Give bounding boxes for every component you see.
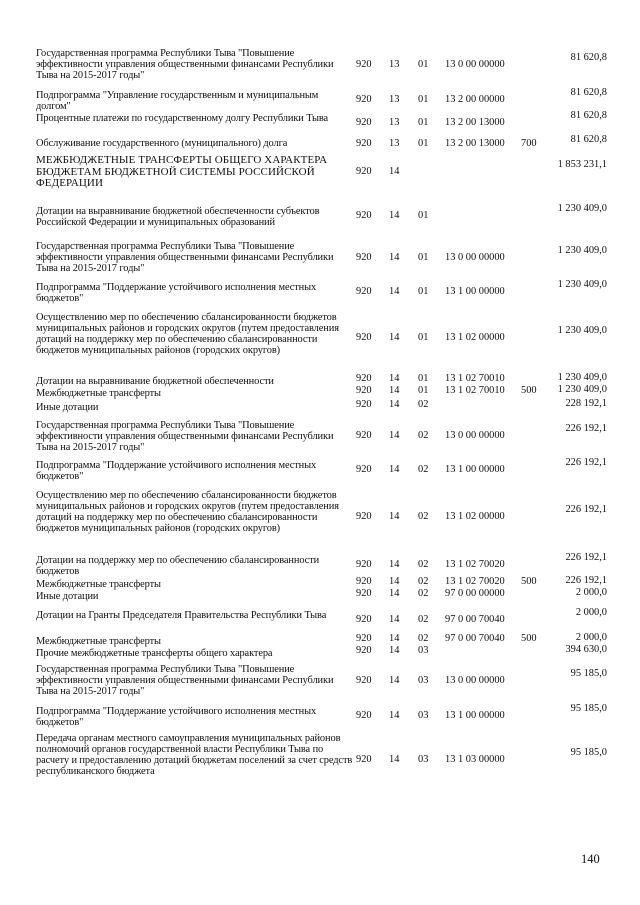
row-name: Государственная программа Республики Тыва "Повышение эффективности управления общественными финансами Республики Тыва на 2015-2017 годы" <box>36 664 334 697</box>
expense-type-code: 500 <box>521 576 537 587</box>
section-code: 14 <box>389 385 400 396</box>
admin-code: 920 <box>356 430 372 441</box>
amount: 226 192,1 <box>565 575 607 586</box>
admin-code: 920 <box>356 633 372 644</box>
row-name: Иные дотации <box>36 591 99 602</box>
target-article-code: 13 1 02 00000 <box>445 332 505 343</box>
section-code: 14 <box>389 559 400 570</box>
target-article-code: 13 0 00 00000 <box>445 675 505 686</box>
target-article-code: 13 1 00 00000 <box>445 464 505 475</box>
admin-code: 920 <box>356 675 372 686</box>
admin-code: 920 <box>356 59 372 70</box>
amount: 226 192,1 <box>565 457 607 468</box>
amount: 81 620,8 <box>570 134 607 145</box>
amount: 81 620,8 <box>570 52 607 63</box>
row-name: Обслуживание государственного (муниципального) долга <box>36 138 288 149</box>
target-article-code: 13 1 02 00000 <box>445 511 505 522</box>
target-article-code: 97 0 00 70040 <box>445 614 505 625</box>
amount: 95 185,0 <box>570 668 607 679</box>
section-code: 14 <box>389 511 400 522</box>
section-code: 14 <box>389 754 400 765</box>
row-name: Подпрограмма "Поддержание устойчивого исполнения местных бюджетов" <box>36 706 317 728</box>
row-name: Подпрограмма "Поддержание устойчивого исполнения местных бюджетов" <box>36 282 317 304</box>
section-code: 13 <box>389 94 400 105</box>
section-code: 14 <box>389 576 400 587</box>
row-name: Государственная программа Республики Тыва "Повышение эффективности управления общественными финансами Республики Тыва на 2015-2017 годы" <box>36 420 334 453</box>
section-code: 14 <box>389 332 400 343</box>
section-code: 14 <box>389 633 400 644</box>
subsection-code: 01 <box>418 94 429 105</box>
amount: 95 185,0 <box>570 747 607 758</box>
amount: 95 185,0 <box>570 703 607 714</box>
subsection-code: 02 <box>418 559 429 570</box>
target-article-code: 13 2 00 13000 <box>445 138 505 149</box>
subsection-code: 03 <box>418 710 429 721</box>
amount: 226 192,1 <box>565 423 607 434</box>
admin-code: 920 <box>356 166 372 177</box>
subsection-code: 02 <box>418 430 429 441</box>
amount: 2 000,0 <box>575 607 607 618</box>
section-code: 14 <box>389 210 400 221</box>
section-code: 14 <box>389 588 400 599</box>
row-name: Дотации на поддержку мер по обеспечению сбалансированности бюджетов <box>36 555 320 577</box>
subsection-code: 01 <box>418 210 429 221</box>
amount: 394 630,0 <box>565 644 607 655</box>
section-code: 14 <box>389 464 400 475</box>
target-article-code: 97 0 00 00000 <box>445 588 505 599</box>
subsection-code: 02 <box>418 633 429 644</box>
admin-code: 920 <box>356 252 372 263</box>
amount: 226 192,1 <box>565 504 607 515</box>
admin-code: 920 <box>356 138 372 149</box>
row-name: Государственная программа Республики Тыва "Повышение эффективности управления общественными финансами Республики Тыва на 2015-2017 годы" <box>36 48 334 81</box>
subsection-code: 01 <box>418 59 429 70</box>
section-code: 13 <box>389 138 400 149</box>
subsection-code: 03 <box>418 645 429 656</box>
admin-code: 920 <box>356 588 372 599</box>
admin-code: 920 <box>356 94 372 105</box>
admin-code: 920 <box>356 373 372 384</box>
amount: 2 000,0 <box>575 632 607 643</box>
subsection-code: 02 <box>418 614 429 625</box>
target-article-code: 13 2 00 13000 <box>445 117 505 128</box>
row-name: Осуществлению мер по обеспечению сбалансированности бюджетов муниципальных районов и городских округов (путем предоставления дотаций на поддержку мер по обеспечению сбалансированности бюджетов муниципальных районов (городских округов) <box>36 312 339 356</box>
section-code: 13 <box>389 59 400 70</box>
section-code: 14 <box>389 614 400 625</box>
amount: 226 192,1 <box>565 552 607 563</box>
admin-code: 920 <box>356 210 372 221</box>
admin-code: 920 <box>356 559 372 570</box>
subsection-code: 01 <box>418 373 429 384</box>
subsection-code: 01 <box>418 385 429 396</box>
subsection-code: 02 <box>418 399 429 410</box>
row-name: Государственная программа Республики Тыва "Повышение эффективности управления общественными финансами Республики Тыва на 2015-2017 годы" <box>36 241 334 274</box>
amount: 1 230 409,0 <box>557 325 607 336</box>
section-code: 14 <box>389 166 400 177</box>
subsection-code: 01 <box>418 332 429 343</box>
expense-type-code: 700 <box>521 138 537 149</box>
target-article-code: 13 1 02 70020 <box>445 559 505 570</box>
amount: 1 853 231,1 <box>557 159 607 170</box>
admin-code: 920 <box>356 754 372 765</box>
subsection-code: 03 <box>418 675 429 686</box>
admin-code: 920 <box>356 464 372 475</box>
section-code: 14 <box>389 252 400 263</box>
section-code: 14 <box>389 373 400 384</box>
admin-code: 920 <box>356 614 372 625</box>
amount: 1 230 409,0 <box>557 372 607 383</box>
target-article-code: 13 0 00 00000 <box>445 252 505 263</box>
admin-code: 920 <box>356 511 372 522</box>
target-article-code: 13 0 00 00000 <box>445 430 505 441</box>
subsection-code: 03 <box>418 754 429 765</box>
row-name: Дотации на выравнивание бюджетной обеспеченности субъектов Российской Федерации и муниципальных образований <box>36 206 320 228</box>
target-article-code: 13 1 00 00000 <box>445 286 505 297</box>
section-code: 14 <box>389 645 400 656</box>
row-name: Дотации на выравнивание бюджетной обеспеченности <box>36 376 274 387</box>
section-code: 13 <box>389 117 400 128</box>
target-article-code: 13 1 02 70010 <box>445 373 505 384</box>
section-code: 14 <box>389 710 400 721</box>
amount: 1 230 409,0 <box>557 279 607 290</box>
admin-code: 920 <box>356 399 372 410</box>
row-name: Дотации на Гранты Председателя Правительства Республики Тыва <box>36 610 327 621</box>
subsection-code: 02 <box>418 464 429 475</box>
expense-type-code: 500 <box>521 385 537 396</box>
section-code: 14 <box>389 286 400 297</box>
target-article-code: 13 0 00 00000 <box>445 59 505 70</box>
row-name: Подпрограмма "Управление государственным и муниципальным долгом" <box>36 90 319 112</box>
section-code: 14 <box>389 430 400 441</box>
target-article-code: 13 2 00 00000 <box>445 94 505 105</box>
subsection-code: 01 <box>418 138 429 149</box>
amount: 1 230 409,0 <box>557 203 607 214</box>
target-article-code: 13 1 00 00000 <box>445 710 505 721</box>
page-number: 140 <box>581 852 600 866</box>
amount: 2 000,0 <box>575 587 607 598</box>
admin-code: 920 <box>356 332 372 343</box>
admin-code: 920 <box>356 645 372 656</box>
target-article-code: 13 1 03 00000 <box>445 754 505 765</box>
row-name: Подпрограмма "Поддержание устойчивого исполнения местных бюджетов" <box>36 460 317 482</box>
admin-code: 920 <box>356 286 372 297</box>
row-name: Межбюджетные трансферты <box>36 579 161 590</box>
row-name: Процентные платежи по государственному долгу Республики Тыва <box>36 113 329 124</box>
row-name: Осуществлению мер по обеспечению сбалансированности бюджетов муниципальных районов и городских округов (путем предоставления дотаций на поддержку мер по обеспечению сбалансированности бюджетов муниципальных районов (городских округов) <box>36 490 339 534</box>
admin-code: 920 <box>356 117 372 128</box>
subsection-code: 02 <box>418 588 429 599</box>
row-name: Передача органам местного самоуправления муниципальных районов полномочий органов государственной власти Республики Тыва по расчету и предоставлению дотаций бюджетам поселений за счет средств республиканского бюджета <box>36 733 353 777</box>
admin-code: 920 <box>356 710 372 721</box>
amount: 228 192,1 <box>565 398 607 409</box>
amount: 1 230 409,0 <box>557 245 607 256</box>
row-name: Межбюджетные трансферты <box>36 388 161 399</box>
subsection-code: 01 <box>418 252 429 263</box>
amount: 81 620,8 <box>570 87 607 98</box>
row-name: Межбюджетные трансферты <box>36 636 161 647</box>
amount: 1 230 409,0 <box>557 384 607 395</box>
amount: 81 620,8 <box>570 110 607 121</box>
section-code: 14 <box>389 399 400 410</box>
target-article-code: 13 1 02 70010 <box>445 385 505 396</box>
target-article-code: 97 0 00 70040 <box>445 633 505 644</box>
row-name: Прочие межбюджетные трансферты общего характера <box>36 648 273 659</box>
admin-code: 920 <box>356 385 372 396</box>
section-code: 14 <box>389 675 400 686</box>
subsection-code: 01 <box>418 117 429 128</box>
expense-type-code: 500 <box>521 633 537 644</box>
target-article-code: 13 1 02 70020 <box>445 576 505 587</box>
subsection-code: 01 <box>418 286 429 297</box>
row-name: Иные дотации <box>36 402 99 413</box>
subsection-code: 02 <box>418 511 429 522</box>
row-name: МЕЖБЮДЖЕТНЫЕ ТРАНСФЕРТЫ ОБЩЕГО ХАРАКТЕРА БЮДЖЕТАМ БЮДЖЕТНОЙ СИСТЕМЫ РОССИЙСКОЙ ФЕДЕРАЦИИ <box>36 154 328 190</box>
admin-code: 920 <box>356 576 372 587</box>
subsection-code: 02 <box>418 576 429 587</box>
